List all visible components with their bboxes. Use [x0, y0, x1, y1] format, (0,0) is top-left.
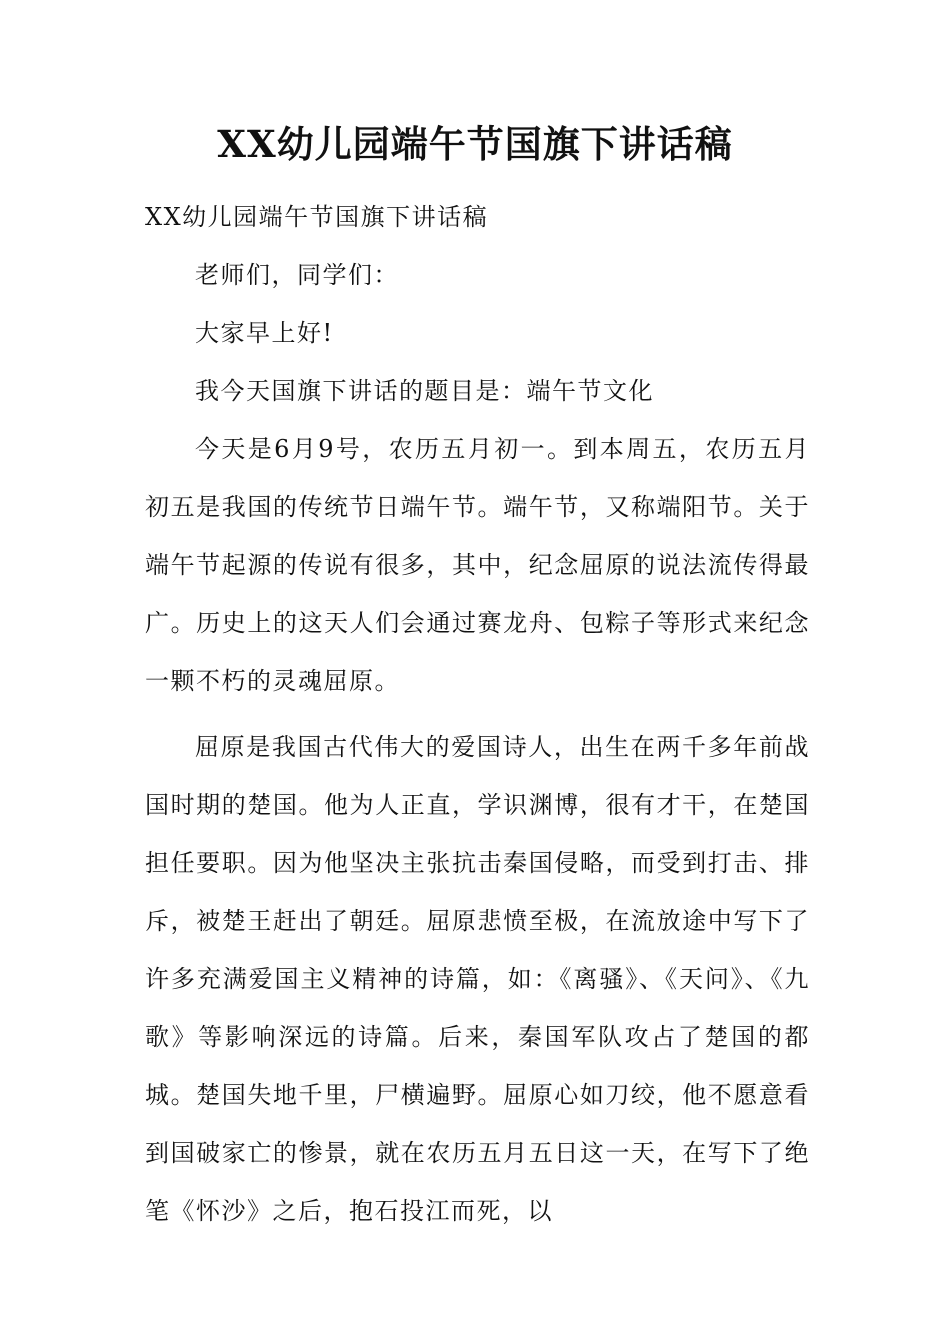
document-title: XX幼儿园端午节国旗下讲话稿 — [217, 122, 733, 166]
paragraph-qu-yuan: 屈原是我国古代伟大的爱国诗人，出生在两千多年前战国时期的楚国。他为人正直，学识渊博，很有才干，在楚国担任要职。因为他坚决主张抗击秦国侵略，而受到打击、排斥，被楚王赶出了朝廷。屈原悲愤至极，在流放途中写下了许多充满爱国主义精神的诗篇，如：《离骚》、《天问》、《九歌》等影响深远的诗篇。后来，秦国军队攻占了楚国的都城。楚国失地千里，尸横遍野。屈原心如刀绞，他不愿意看到国破家亡的惨景，就在农历五月五日这一天，在写下了绝笔《怀沙》之后，抱石投江而死，以 — [145, 733, 810, 1225]
paragraph-greeting: 大家早上好! — [195, 319, 334, 347]
paragraph-topic: 我今天国旗下讲话的题目是：端午节文化 — [195, 377, 654, 405]
document-body — [145, 188, 810, 1240]
paragraph-salutation: 老师们，同学们： — [195, 261, 399, 289]
document-subtitle: XX幼儿园端午节国旗下讲话稿 — [145, 203, 489, 231]
paragraph-festival-intro: 今天是6月9号，农历五月初一。到本周五，农历五月初五是我国的传统节日端午节。端午节，又称端阳节。关于端午节起源的传说有很多，其中，纪念屈原的说法流传得最广。历史上的这天人们会通过赛龙舟、包粽子等形式来纪念一颗不朽的灵魂屈原。 — [145, 435, 810, 695]
